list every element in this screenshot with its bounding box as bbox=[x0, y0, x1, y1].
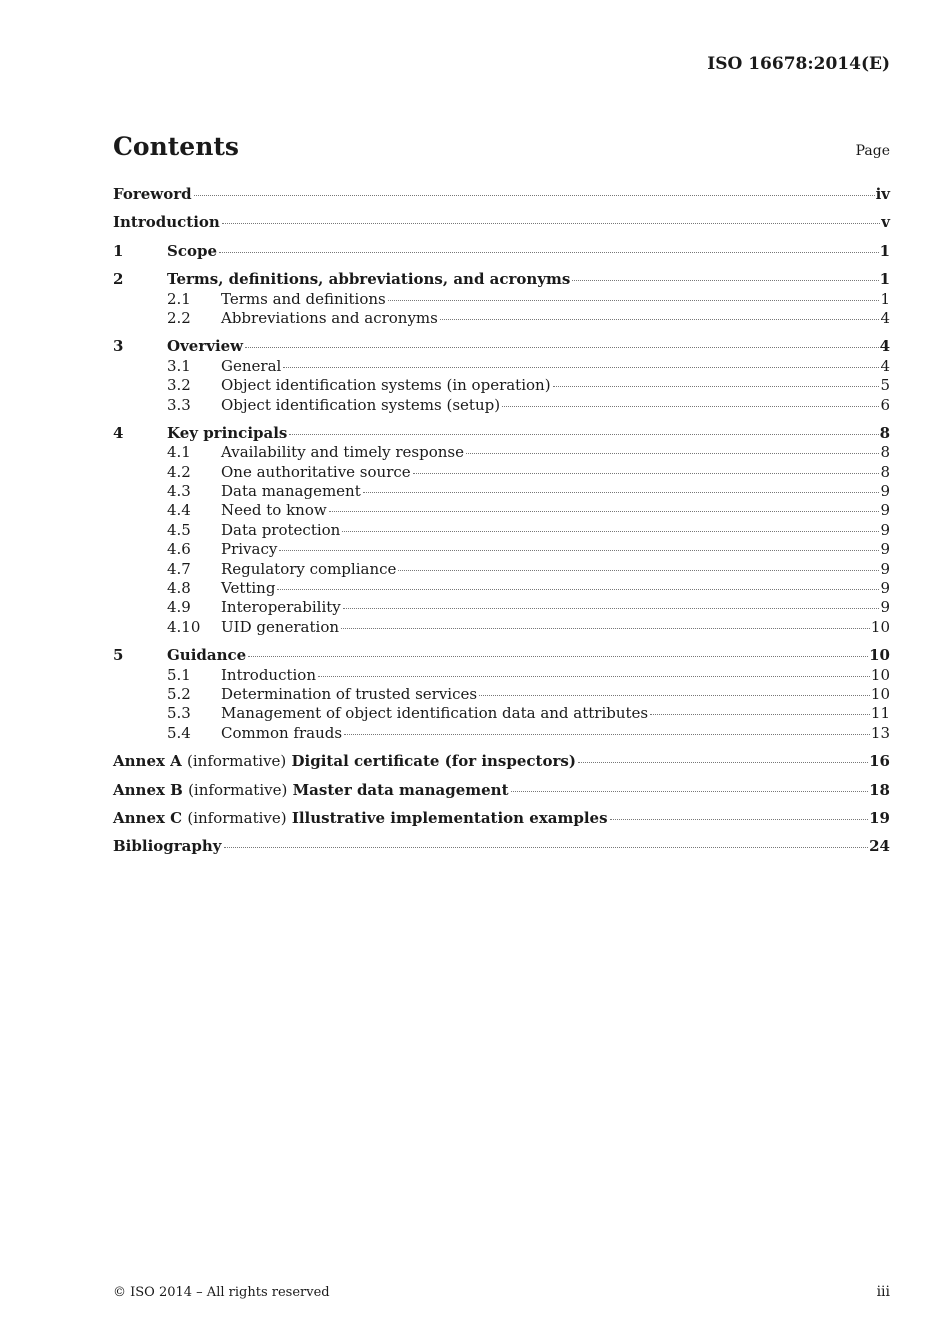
toc-entry-number: 4.1 bbox=[167, 443, 191, 462]
toc-entry-page: 9 bbox=[880, 501, 890, 520]
toc-subentry[interactable] bbox=[113, 560, 890, 579]
toc-entry[interactable] bbox=[113, 646, 890, 665]
toc-entry-title bbox=[113, 781, 509, 800]
toc-entry-number: 4.4 bbox=[167, 501, 191, 520]
dot-leader bbox=[466, 452, 879, 454]
dot-leader bbox=[329, 510, 880, 512]
toc-entry-title bbox=[113, 809, 608, 828]
toc-entry-number: 4.7 bbox=[167, 559, 191, 578]
toc-entry-number: 4.2 bbox=[167, 462, 191, 481]
toc-entry-page: 10 bbox=[869, 646, 890, 665]
dot-leader bbox=[650, 713, 870, 715]
toc-entry-number: 5.4 bbox=[167, 723, 191, 742]
toc-entry-title: Vetting bbox=[221, 579, 276, 598]
toc-subentry[interactable] bbox=[113, 598, 890, 617]
toc-entry-page: 1 bbox=[880, 289, 890, 308]
toc-entry-page: 4 bbox=[879, 337, 890, 356]
toc-entry-title: Guidance bbox=[167, 646, 247, 665]
table-of-contents bbox=[113, 185, 890, 857]
toc-entry-page: 4 bbox=[880, 308, 890, 327]
toc-entry[interactable] bbox=[113, 337, 890, 356]
dot-leader bbox=[245, 346, 878, 348]
toc-subentry[interactable] bbox=[113, 309, 890, 328]
toc-entry[interactable] bbox=[113, 213, 890, 232]
toc-entry-number: 4.5 bbox=[167, 520, 191, 539]
toc-entry-page: 10 bbox=[870, 617, 890, 636]
toc-subentry[interactable] bbox=[113, 482, 890, 501]
annex-title: Illustrative implementation examples bbox=[291, 808, 608, 827]
toc-entry[interactable] bbox=[113, 809, 890, 828]
annex-label: Annex C bbox=[113, 808, 183, 827]
toc-entry-page: 9 bbox=[880, 482, 890, 501]
toc-entry-title: UID generation bbox=[221, 617, 340, 636]
contents-title: Contents bbox=[113, 132, 240, 161]
toc-entry-page: 19 bbox=[869, 808, 890, 827]
dot-leader bbox=[277, 588, 879, 590]
toc-entry-page: 1 bbox=[879, 241, 890, 260]
dot-leader bbox=[219, 251, 879, 253]
toc-entry-number: 3.2 bbox=[167, 376, 191, 395]
dot-leader bbox=[398, 569, 879, 571]
toc-entry-page: 10 bbox=[870, 684, 890, 703]
dot-leader bbox=[363, 491, 880, 493]
toc-entry-title: Introduction bbox=[221, 665, 316, 684]
toc-entry-title: Bibliography bbox=[113, 837, 222, 856]
toc-entry-number: 5.2 bbox=[167, 684, 191, 703]
toc-entry-number: 4 bbox=[113, 423, 124, 442]
toc-entry-number: 2.2 bbox=[167, 308, 191, 327]
toc-entry-title: One authoritative source bbox=[221, 462, 411, 481]
dot-leader bbox=[578, 761, 868, 763]
dot-leader bbox=[553, 385, 880, 387]
toc-entry[interactable] bbox=[113, 752, 890, 771]
toc-subentry[interactable] bbox=[113, 396, 890, 415]
dot-leader bbox=[342, 530, 879, 532]
annex-title: Digital certificate (for inspectors) bbox=[291, 752, 576, 771]
toc-subentry[interactable] bbox=[113, 540, 890, 559]
annex-informative: (informative) bbox=[187, 808, 287, 827]
dot-leader bbox=[610, 818, 869, 820]
toc-entry-number: 4.8 bbox=[167, 579, 191, 598]
toc-entry-title: Determination of trusted services bbox=[221, 684, 478, 703]
toc-entry-title: Data management bbox=[221, 482, 361, 501]
toc-subentry[interactable] bbox=[113, 443, 890, 462]
dot-leader bbox=[344, 733, 870, 735]
toc-subentry[interactable] bbox=[113, 579, 890, 598]
toc-entry-title: Availability and timely response bbox=[221, 443, 464, 462]
toc-entry-title: Abbreviations and acronyms bbox=[221, 308, 438, 327]
dot-leader bbox=[289, 433, 878, 435]
toc-entry-title: Common frauds bbox=[221, 723, 343, 742]
dot-leader bbox=[502, 405, 879, 407]
toc-entry-page: iv bbox=[875, 185, 890, 203]
dot-leader bbox=[283, 366, 879, 368]
toc-entry-page: 9 bbox=[880, 559, 890, 578]
dot-leader bbox=[479, 694, 870, 696]
toc-subentry[interactable] bbox=[113, 290, 890, 309]
toc-entry-page: 13 bbox=[870, 723, 890, 742]
toc-entry-page: 8 bbox=[879, 423, 890, 442]
toc-entry-page: 18 bbox=[869, 780, 890, 799]
toc-entry-title: Privacy bbox=[221, 540, 278, 559]
dot-leader bbox=[388, 299, 880, 301]
toc-subentry[interactable] bbox=[113, 357, 890, 376]
toc-entry-number: 1 bbox=[113, 241, 124, 260]
toc-subentry[interactable] bbox=[113, 376, 890, 395]
annex-title: Master data management bbox=[292, 780, 509, 799]
toc-entry-number: 2 bbox=[113, 270, 124, 289]
toc-entry[interactable] bbox=[113, 781, 890, 800]
toc-entry-page: 6 bbox=[880, 395, 890, 414]
toc-subentry[interactable] bbox=[113, 618, 890, 637]
toc-entry-number: 5.3 bbox=[167, 704, 191, 723]
toc-entry-title: Overview bbox=[167, 337, 244, 356]
toc-entry-page: 9 bbox=[880, 520, 890, 539]
toc-entry-title: Foreword bbox=[113, 185, 192, 203]
toc-entry-title: General bbox=[221, 356, 282, 375]
toc-entry-title: Object identification systems (setup) bbox=[221, 395, 501, 414]
toc-entry-title: Regulatory compliance bbox=[221, 559, 397, 578]
toc-entry[interactable] bbox=[113, 185, 890, 204]
annex-informative: (informative) bbox=[187, 752, 287, 771]
toc-subentry[interactable] bbox=[113, 724, 890, 743]
toc-entry-title: Terms and definitions bbox=[221, 289, 386, 308]
toc-entry-page: 10 bbox=[870, 665, 890, 684]
toc-entry-title bbox=[113, 752, 576, 771]
toc-entry-number: 4.10 bbox=[167, 617, 201, 636]
toc-subentry[interactable] bbox=[113, 521, 890, 540]
toc-entry-number: 3.1 bbox=[167, 356, 191, 375]
toc-entry-page: 5 bbox=[880, 376, 890, 395]
annex-label: Annex B bbox=[113, 780, 183, 799]
toc-entry-title: Key principals bbox=[167, 423, 288, 442]
toc-entry-page: 9 bbox=[880, 540, 890, 559]
toc-entry-title: Interoperability bbox=[221, 598, 341, 617]
toc-entry-page: 16 bbox=[869, 752, 890, 771]
toc-subentry[interactable] bbox=[113, 666, 890, 685]
toc-subentry[interactable] bbox=[113, 463, 890, 482]
toc-entry-page: 4 bbox=[880, 356, 890, 375]
toc-entry-page: 11 bbox=[870, 704, 890, 723]
toc-entry[interactable] bbox=[113, 424, 890, 443]
dot-leader bbox=[511, 790, 869, 792]
toc-subentry[interactable] bbox=[113, 685, 890, 704]
toc-entry-title: Object identification systems (in operation) bbox=[221, 376, 551, 395]
standard-code: ISO 16678:2014(E) bbox=[707, 54, 890, 74]
dot-leader bbox=[413, 472, 880, 474]
toc-entry-number: 2.1 bbox=[167, 289, 191, 308]
toc-entry-title: Terms, definitions, abbreviations, and acronyms bbox=[167, 270, 571, 289]
toc-entry[interactable] bbox=[113, 837, 890, 856]
dot-leader bbox=[343, 607, 880, 609]
toc-subentry[interactable] bbox=[113, 704, 890, 723]
toc-entry-title: Management of object identification data and attributes bbox=[221, 704, 649, 723]
toc-entry-page: v bbox=[881, 213, 890, 232]
toc-entry[interactable] bbox=[113, 242, 890, 261]
toc-entry-page: 24 bbox=[869, 837, 890, 856]
dot-leader bbox=[440, 318, 880, 320]
toc-entry-number: 5.1 bbox=[167, 665, 191, 684]
toc-entry-number: 3 bbox=[113, 337, 124, 356]
toc-entry-number: 4.9 bbox=[167, 598, 191, 617]
toc-entry-title: Data protection bbox=[221, 520, 341, 539]
toc-entry-number: 3.3 bbox=[167, 395, 191, 414]
toc-entry-title: Scope bbox=[167, 241, 218, 260]
toc-entry-page: 8 bbox=[880, 443, 890, 462]
dot-leader bbox=[341, 627, 870, 629]
copyright-notice: © ISO 2014 – All rights reserved bbox=[113, 1285, 330, 1300]
toc-entry-title: Need to know bbox=[221, 501, 327, 520]
toc-entry-page: 1 bbox=[879, 270, 890, 289]
annex-informative: (informative) bbox=[188, 780, 288, 799]
annex-label: Annex A bbox=[113, 752, 182, 771]
dot-leader bbox=[318, 675, 870, 677]
toc-entry-number: 5 bbox=[113, 646, 124, 665]
dot-leader bbox=[279, 549, 879, 551]
dot-leader bbox=[248, 655, 868, 657]
toc-entry-title: Introduction bbox=[113, 213, 220, 232]
page-column-label: Page bbox=[855, 143, 890, 159]
toc-entry-number: 4.6 bbox=[167, 540, 191, 559]
page-number: iii bbox=[876, 1284, 890, 1300]
dot-leader bbox=[222, 222, 880, 224]
toc-entry-page: 9 bbox=[880, 598, 890, 617]
toc-entry[interactable] bbox=[113, 270, 890, 289]
toc-entry-page: 9 bbox=[880, 579, 890, 598]
dot-leader bbox=[572, 279, 878, 281]
toc-entry-number: 4.3 bbox=[167, 482, 191, 501]
toc-subentry[interactable] bbox=[113, 501, 890, 520]
dot-leader bbox=[194, 194, 875, 196]
toc-entry-page: 8 bbox=[880, 462, 890, 481]
dot-leader bbox=[224, 846, 869, 848]
